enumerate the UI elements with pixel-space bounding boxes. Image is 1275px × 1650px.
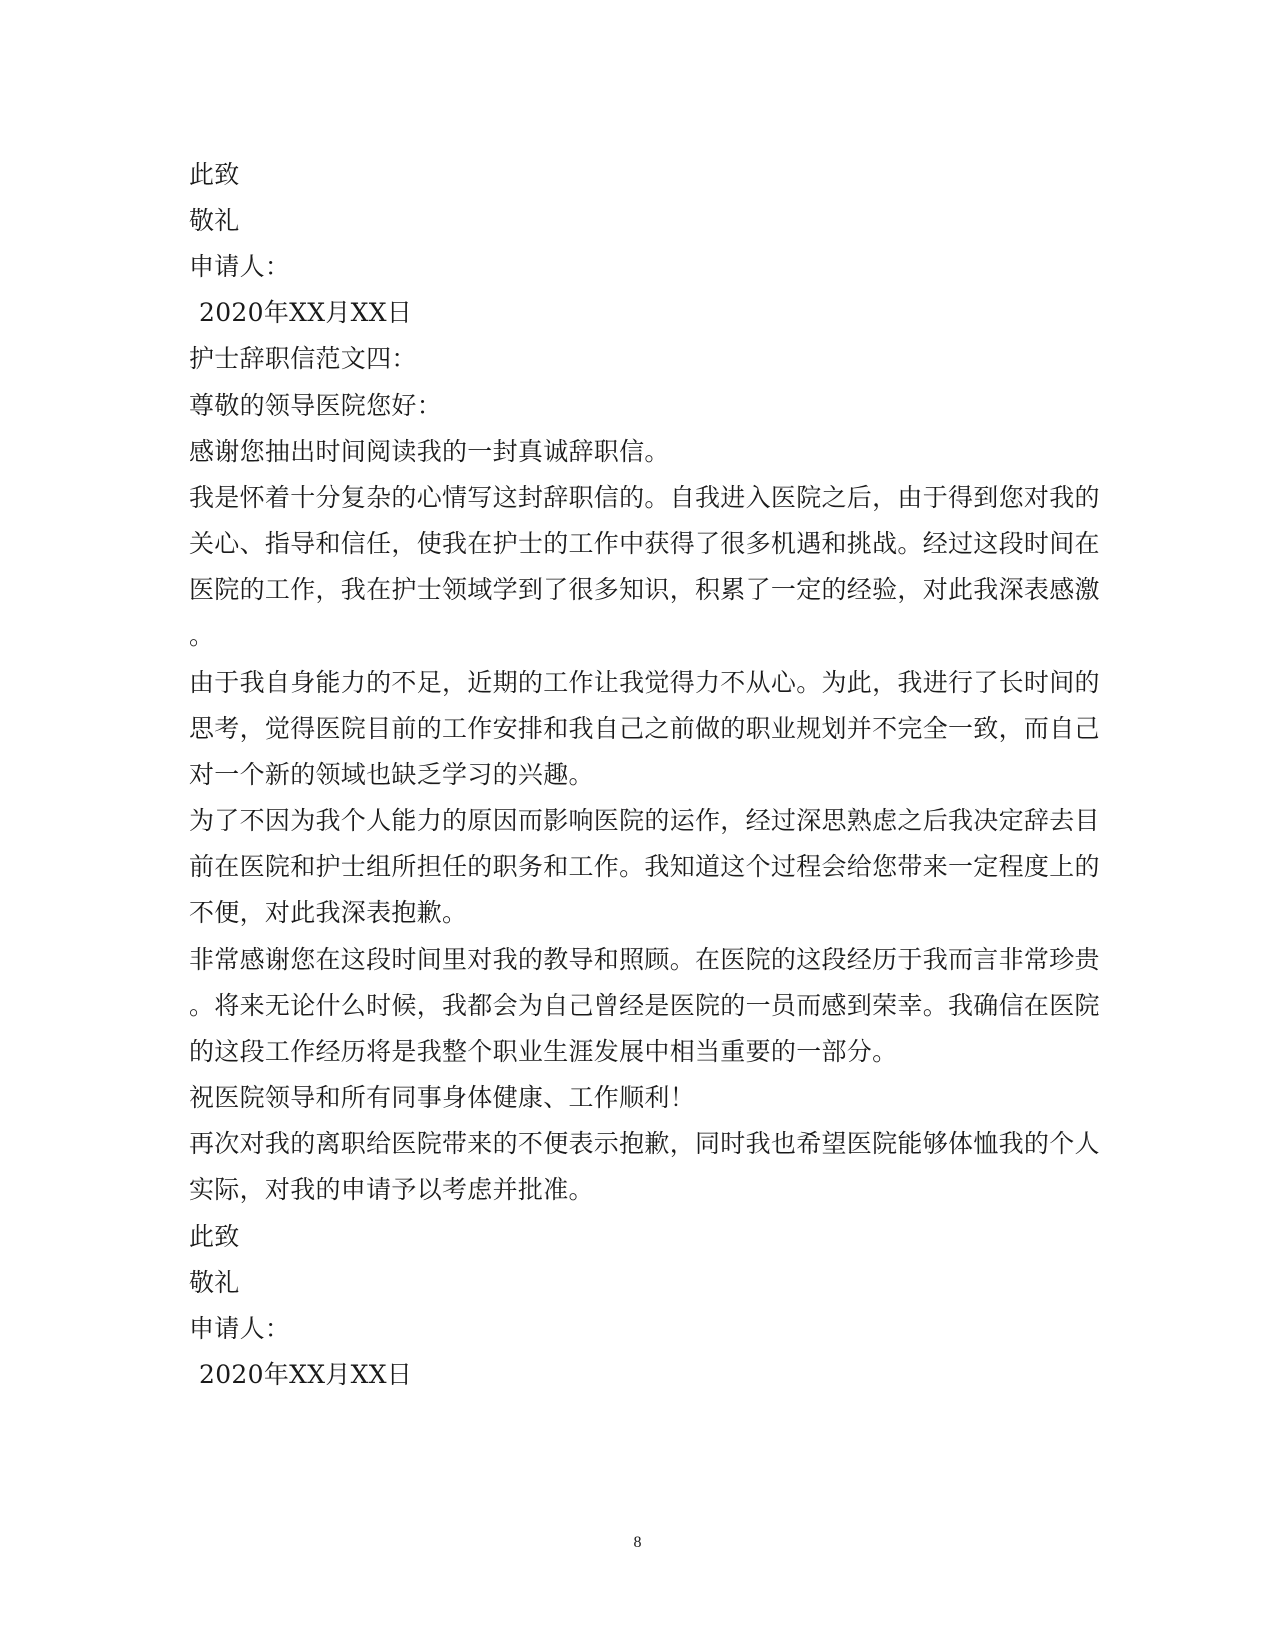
body-text-line: 对一个新的领域也缺乏学习的兴趣。 [189,760,594,789]
body-text-line: 不便，对此我深表抱歉。 [189,898,468,927]
body-text-line: 非常感谢您在这段时间里对我的教导和照顾。在医院的这段经历于我而言非常珍贵 [189,945,1100,974]
salutation-line: 敬礼 [189,1268,240,1297]
closing-line: 此致 [189,1222,240,1251]
applicant-label: 申请人： [189,1314,291,1343]
body-text-line: 的这段工作经历将是我整个职业生涯发展中相当重要的一部分。 [189,1037,898,1066]
body-text-line: 我是怀着十分复杂的心情写这封辞职信的。自我进入医院之后，由于得到您对我的 [189,483,1100,512]
body-text-line: 。 [189,621,215,650]
date-line: 2020年XX月XX日 [199,298,413,327]
body-text-line: 思考，觉得医院目前的工作安排和我自己之前做的职业规划并不完全一致，而自己 [189,714,1100,743]
applicant-label: 申请人： [189,252,291,281]
closing-line: 此致 [189,160,240,189]
body-text-line: 感谢您抽出时间阅读我的一封真诚辞职信。 [189,437,670,466]
body-text-line: 前在医院和护士组所担任的职务和工作。我知道这个过程会给您带来一定程度上的 [189,852,1100,881]
body-text-line: 。将来无论什么时候，我都会为自己曾经是医院的一员而感到荣幸。我确信在医院 [189,991,1100,1020]
body-text-line: 实际，对我的申请予以考虑并批准。 [189,1175,594,1204]
body-text-line: 关心、指导和信任，使我在护士的工作中获得了很多机遇和挑战。经过这段时间在 [189,529,1100,558]
section-heading: 护士辞职信范文四： [189,344,417,373]
date-line: 2020年XX月XX日 [199,1360,413,1389]
page-number: 8 [633,1534,642,1551]
body-text-line: 再次对我的离职给医院带来的不便表示抱歉，同时我也希望医院能够体恤我的个人 [189,1129,1100,1158]
salutation-line: 敬礼 [189,206,240,235]
body-text-line: 医院的工作，我在护士领域学到了很多知识，积累了一定的经验，对此我深表感激 [189,575,1100,604]
body-text-line: 由于我自身能力的不足，近期的工作让我觉得力不从心。为此，我进行了长时间的 [189,668,1100,697]
body-text-line: 为了不因为我个人能力的原因而影响医院的运作，经过深思熟虑之后我决定辞去目 [189,806,1100,835]
body-text-line: 祝医院领导和所有同事身体健康、工作顺利！ [189,1083,696,1112]
greeting-line: 尊敬的领导医院您好： [189,391,443,420]
